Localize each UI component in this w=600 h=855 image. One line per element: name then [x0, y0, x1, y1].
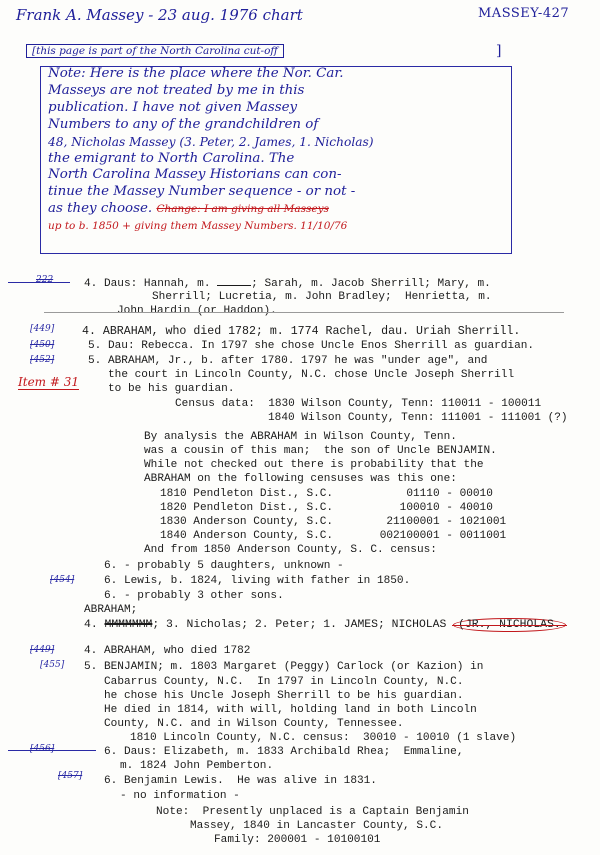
margin-mark: [457]	[58, 771, 83, 781]
typed-line: 4. ABRAHAM, who died 1782; m. 1774 Rachel, dau. Uriah Sherrill.	[82, 325, 521, 338]
section-divider	[44, 312, 564, 313]
struck-text: MMMMMMM	[104, 619, 153, 631]
note-line-red	[48, 218, 506, 235]
margin-mark: [456]	[30, 744, 55, 754]
note-line-lead: as they choose.	[48, 201, 153, 217]
typed-line: Note: Presently unplaced is a Captain Benjamin	[156, 806, 469, 818]
typed-line: 5. ABRAHAM, Jr., b. after 1780. 1797 he was "under age", and	[88, 355, 488, 367]
margin-mark: [455]	[40, 660, 65, 670]
typed-line: ABRAHAM;	[84, 604, 138, 616]
typed-line: 1840 Wilson County, Tenn: 111001 - 111001 (?)	[268, 412, 568, 424]
typed-text: ; 3. Nicholas; 2. Peter; 1. JAMES; NICHOLAS	[152, 619, 454, 631]
typed-line: 1820 Pendleton Dist., S.C. 100010 - 40010	[160, 502, 493, 514]
typed-line: 1830 Anderson County, S.C. 21100001 - 1021001	[160, 516, 507, 528]
typed-line: County, N.C. and in Wilson County, Tennessee.	[104, 718, 404, 730]
margin-mark: [452]	[30, 355, 55, 365]
typed-line: Census data: 1830 Wilson County, Tenn: 110011 - 100011	[175, 398, 542, 410]
typed-line: John Hardin (or Haddon).	[117, 305, 277, 317]
note-line: tinue the Massey Number sequence - or not -	[48, 184, 356, 200]
typed-line: - no information -	[120, 790, 240, 802]
typed-line: And from 1850 Anderson County, S. C. census:	[144, 544, 437, 556]
note-line: publication. I have not given Massey	[48, 99, 298, 115]
typed-line: 6. Daus: Elizabeth, m. 1833 Archibald Rhea; Emmaline,	[104, 746, 464, 758]
typed-line: Cabarrus County, N.C. In 1797 in Lincoln County, N.C.	[104, 676, 464, 688]
typed-line: While not checked out there is probability that the	[144, 459, 484, 471]
typed-line: he chose his Uncle Joseph Sherrill to be his guardian.	[104, 690, 464, 702]
typed-line: 6. - probably 5 daughters, unknown -	[104, 560, 344, 572]
typed-line: 1840 Anderson County, S.C. 002100001 - 0011001	[160, 530, 507, 542]
typed-line: Family: 200001 - 10100101	[214, 834, 381, 846]
red-struck-text: (JR., NICHOLAS.	[453, 618, 566, 632]
typed-line: Sherrill; Lucretia, m. John Bradley; Henrietta, m.	[152, 291, 492, 303]
typed-line: 6. Benjamin Lewis. He was alive in 1831.	[104, 775, 377, 787]
typed-line: m. 1824 John Pemberton.	[120, 760, 274, 772]
typed-line: was a cousin of this man; the son of Uncle BENJAMIN.	[144, 445, 497, 457]
blank-field	[217, 276, 251, 286]
lineage-line	[84, 619, 566, 632]
typed-text: 4.	[84, 619, 105, 631]
handwritten-note	[48, 66, 506, 235]
typed-line: He died in 1814, with will, holding land in both Lincoln	[104, 704, 477, 716]
cutoff-note: [this page is part of the North Carolina cut-off	[26, 44, 284, 58]
typed-line: By analysis the ABRAHAM in Wilson County, Tenn.	[144, 431, 457, 443]
note-line: North Carolina Massey Historians can con-	[48, 167, 342, 183]
note-line: the emigrant to North Carolina. The	[48, 150, 295, 166]
red-correction-1: Change: I am giving all Masseys	[156, 203, 329, 216]
margin-strike	[8, 750, 96, 751]
note-line-last	[48, 201, 506, 218]
margin-mark: [449]	[30, 645, 55, 655]
margin-mark: [449]	[30, 324, 55, 334]
note-line: Masseys are not treated by me in this	[48, 82, 305, 98]
typed-line: 1810 Pendleton Dist., S.C. 01110 - 00010	[160, 488, 493, 500]
margin-mark: [454]	[50, 575, 75, 585]
typed-text: ; Sarah, m. Jacob Sherrill; Mary, m.	[251, 278, 491, 290]
page-title: Frank A. Massey - 23 aug. 1976 chart	[16, 6, 303, 24]
margin-strike	[8, 282, 70, 283]
typed-line: 5. BENJAMIN; m. 1803 Margaret (Peggy) Carlock (or Kazion) in	[84, 661, 484, 673]
typed-line: 4. ABRAHAM, who died 1782	[84, 645, 251, 657]
margin-mark: 222	[36, 275, 54, 285]
typed-line: Massey, 1840 in Lancaster County, S.C.	[190, 820, 443, 832]
red-correction-2: up to b. 1850 + giving them Massey Numbers. 11/10/76	[48, 220, 348, 233]
typed-line: 6. Lewis, b. 1824, living with father in 1850.	[104, 575, 411, 587]
typed-line: 1810 Lincoln County, N.C. census: 30010 - 10010 (1 slave)	[130, 732, 517, 744]
document-id: MASSEY-427	[478, 6, 570, 21]
typed-line	[84, 276, 491, 291]
typed-line: 6. - probably 3 other sons.	[104, 590, 284, 602]
typed-line: ABRAHAM on the following censuses was this one:	[144, 473, 457, 485]
cutoff-note-close: ]	[496, 43, 502, 59]
typed-line: the court in Lincoln County, N.C. chose Uncle Joseph Sherrill	[108, 369, 515, 381]
item-label: Item # 31	[18, 375, 79, 389]
margin-mark: [450]	[30, 340, 55, 350]
note-line: 48, Nicholas Massey (3. Peter, 2. James, 1. Nicholas)	[48, 134, 374, 149]
note-line: Numbers to any of the grandchildren of	[48, 116, 319, 132]
typed-text: 4. Daus: Hannah, m.	[84, 278, 218, 290]
typed-line: 5. Dau: Rebecca. In 1797 she chose Uncle Enos Sherrill as guardian.	[88, 340, 535, 352]
note-line: Note: Here is the place where the Nor. Car.	[48, 66, 344, 81]
typed-line: to be his guardian.	[108, 383, 235, 395]
